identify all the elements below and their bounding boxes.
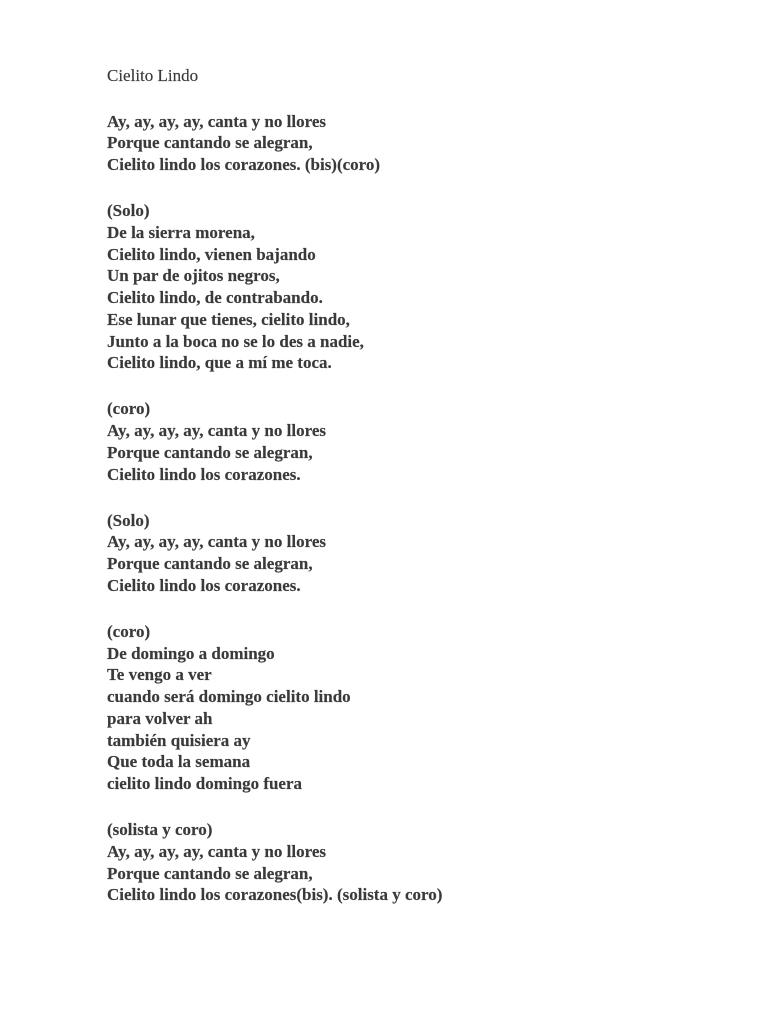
lyric-line: Junto a la boca no se lo des a nadie, — [107, 331, 364, 351]
document-title: Cielito Lindo — [107, 66, 199, 85]
lyric-line: Cielito lindo, de contrabando. — [107, 288, 323, 308]
lyric-line: De la sierra morena, — [107, 223, 255, 243]
lyric-line: Ay, ay, ay, ay, canta y no llores — [107, 421, 326, 441]
stanza-chorus-2 — [107, 398, 707, 485]
lyric-line: Cielito lindo los corazones. (bis)(coro) — [107, 155, 381, 175]
lyric-line: también quisiera ay — [107, 730, 251, 750]
section-label: (Solo) — [107, 510, 150, 530]
lyric-line: De domingo a domingo — [107, 643, 275, 663]
lyric-line: para volver ah — [107, 708, 213, 728]
lyric-line: Porque cantando se alegran, — [107, 133, 313, 153]
lyric-line: Porque cantando se alegran, — [107, 554, 313, 574]
lyric-line: Cielito lindo los corazones. — [107, 575, 301, 595]
stanza-finale — [107, 819, 707, 906]
lyric-line: Cielito lindo los corazones. — [107, 464, 301, 484]
lyric-line: Ay, ay, ay, ay, canta y no llores — [107, 532, 326, 552]
section-label: (solista y coro) — [107, 820, 213, 840]
lyrics-document — [107, 65, 707, 931]
lyric-line: Porque cantando se alegran, — [107, 442, 313, 462]
lyric-line: Ay, ay, ay, ay, canta y no llores — [107, 841, 326, 861]
lyric-line: cuando será domingo cielito lindo — [107, 687, 351, 707]
lyric-line: cielito lindo domingo fuera — [107, 773, 303, 793]
lyric-line: Porque cantando se alegran, — [107, 863, 313, 883]
lyric-line: Cielito lindo los corazones(bis). (solista y coro) — [107, 885, 443, 905]
stanza-solo-2 — [107, 510, 707, 597]
lyric-line: Ay, ay, ay, ay, canta y no llores — [107, 111, 326, 131]
stanza-solo-1 — [107, 200, 707, 374]
stanza-chorus-1 — [107, 111, 707, 176]
section-label: (coro) — [107, 622, 151, 642]
section-label: (Solo) — [107, 201, 150, 221]
lyric-line: Un par de ojitos negros, — [107, 266, 280, 286]
section-label: (coro) — [107, 399, 151, 419]
lyric-line: Cielito lindo, vienen bajando — [107, 244, 316, 264]
lyric-line: Te vengo a ver — [107, 665, 212, 685]
stanza-chorus-3 — [107, 621, 707, 795]
lyric-line: Que toda la semana — [107, 752, 251, 772]
lyric-line: Cielito lindo, que a mí me toca. — [107, 353, 332, 373]
lyric-line: Ese lunar que tienes, cielito lindo, — [107, 309, 350, 329]
